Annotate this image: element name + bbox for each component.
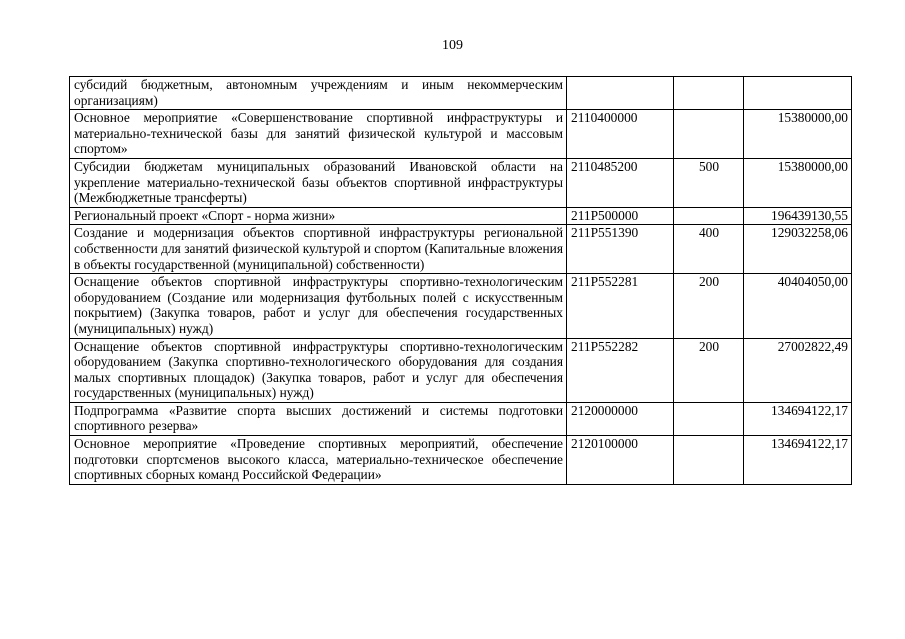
row-name: Основное мероприятие «Совершенствование спортивной инфраструктуры и материально-технической базы для занятий физической культурой и массовым спортом»: [70, 110, 567, 159]
row-code: 211P551390: [567, 225, 674, 274]
row-expense-type: 200: [674, 274, 744, 338]
row-expense-type: [674, 110, 744, 159]
row-expense-type: [674, 207, 744, 225]
table-row: [70, 338, 852, 402]
row-sum: 134694122,17: [744, 402, 852, 435]
row-expense-type: [674, 402, 744, 435]
row-sum: 40404050,00: [744, 274, 852, 338]
table-row: [70, 274, 852, 338]
row-sum: 27002822,49: [744, 338, 852, 402]
row-expense-type: 500: [674, 158, 744, 207]
row-sum: 15380000,00: [744, 158, 852, 207]
row-expense-type: [674, 77, 744, 110]
table-row: [70, 207, 852, 225]
row-code: 211P552281: [567, 274, 674, 338]
table-row: [70, 77, 852, 110]
row-code: 2110400000: [567, 110, 674, 159]
row-name: Основное мероприятие «Проведение спортивных мероприятий, обеспечение подготовки спортсменов высокого класса, материально-техническое обеспечение спортивных сборных команд Российской Федерации»: [70, 436, 567, 485]
row-name: Оснащение объектов спортивной инфраструктуры спортивно-технологическим оборудованием (Создание или модернизация футбольных полей с искусственным покрытием) (Закупка товаров, работ и услуг для обеспечения государственных (муниципальных) нужд): [70, 274, 567, 338]
row-code: 211P500000: [567, 207, 674, 225]
table-row: [70, 436, 852, 485]
row-code: 2120100000: [567, 436, 674, 485]
row-expense-type: [674, 436, 744, 485]
page-number: 109: [442, 38, 463, 53]
budget-table: [69, 76, 852, 485]
row-expense-type: 400: [674, 225, 744, 274]
row-code: 2120000000: [567, 402, 674, 435]
row-code: [567, 77, 674, 110]
row-sum: [744, 77, 852, 110]
row-sum: 15380000,00: [744, 110, 852, 159]
row-code: 211P552282: [567, 338, 674, 402]
row-name: Создание и модернизация объектов спортивной инфраструктуры региональной собственности для занятий физической культурой и спортом (Капитальные вложения в объекты государственной (муниципальной) собственности): [70, 225, 567, 274]
row-sum: 196439130,55: [744, 207, 852, 225]
table-row: [70, 158, 852, 207]
row-name: Субсидии бюджетам муниципальных образований Ивановской области на укрепление материально-технической базы объектов спортивной инфраструктуры (Межбюджетные трансферты): [70, 158, 567, 207]
row-sum: 129032258,06: [744, 225, 852, 274]
table-row: [70, 110, 852, 159]
row-name: субсидий бюджетным, автономным учреждениям и иным некоммерческим организациям): [70, 77, 567, 110]
row-expense-type: 200: [674, 338, 744, 402]
row-name: Региональный проект «Спорт - норма жизни»: [70, 207, 567, 225]
row-name: Оснащение объектов спортивной инфраструктуры спортивно-технологическим оборудованием (Закупка спортивно-технологического оборудования для создания малых спортивных площадок) (Закупка товаров, работ и услуг для обеспечения государственных (муниципальных) нужд): [70, 338, 567, 402]
row-name: Подпрограмма «Развитие спорта высших достижений и системы подготовки спортивного резерва»: [70, 402, 567, 435]
table-row: [70, 225, 852, 274]
row-code: 2110485200: [567, 158, 674, 207]
table-row: [70, 402, 852, 435]
row-sum: 134694122,17: [744, 436, 852, 485]
